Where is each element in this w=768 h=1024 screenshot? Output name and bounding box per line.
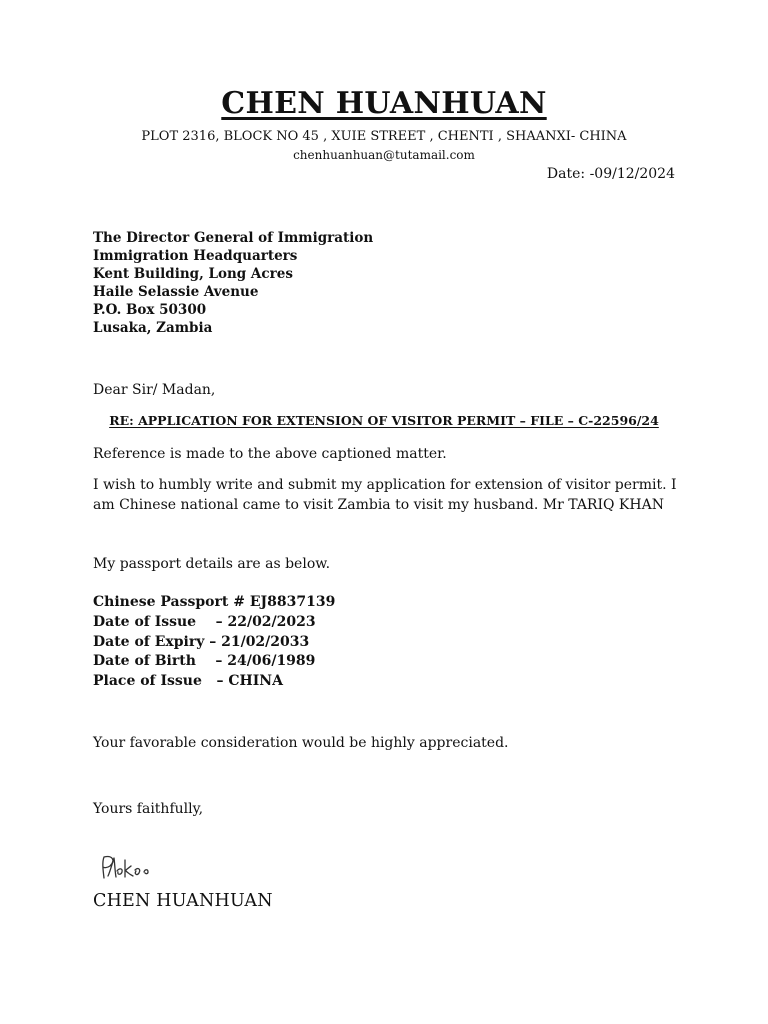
salutation: Dear Sir/ Madan, (93, 382, 216, 398)
recipient-line: Immigration Headquarters (93, 248, 298, 264)
subject-line: RE: APPLICATION FOR EXTENSION OF VISITOR PERMIT – FILE – C-22596/24 (109, 413, 659, 428)
sender-name-heading: CHEN HUANHUAN (221, 86, 547, 121)
passport-row-issue-date (93, 613, 335, 633)
passport-details-block (93, 593, 335, 692)
consideration-paragraph: Your favorable consideration would be highly appreciated. (93, 735, 509, 751)
handwritten-signature (98, 852, 158, 884)
passport-row-label: Place of Issue (93, 673, 217, 689)
closing-line: Yours faithfully, (93, 801, 204, 817)
passport-row-label: Date of Expiry (93, 633, 210, 650)
passport-row-value: – CHINA (216, 673, 283, 689)
recipient-line: P.O. Box 50300 (93, 302, 207, 318)
request-paragraph: I wish to humbly write and submit my application for extension of visitor permit. I am Chinese national came to visit Zambia to visit my husband. Mr TARIQ KHAN (93, 477, 677, 513)
passport-number: Chinese Passport # EJ8837139 (93, 594, 336, 610)
sender-address: PLOT 2316, BLOCK NO 45 , XUIE STREET , CHENTI , SHAANXI- CHINA (141, 129, 627, 144)
recipient-line: Haile Selassie Avenue (93, 284, 259, 300)
recipient-line: Lusaka, Zambia (93, 320, 213, 336)
passport-intro-paragraph: My passport details are as below. (93, 556, 331, 572)
passport-row-value: – 21/02/2033 (209, 633, 310, 650)
letter-date: Date: -09/12/2024 (546, 166, 675, 182)
passport-row-label: Date of Birth (93, 653, 216, 670)
signatory-name: CHEN HUANHUAN (93, 891, 273, 911)
passport-row-value: – 22/02/2023 (215, 613, 316, 630)
recipient-line: Kent Building, Long Acres (93, 266, 293, 282)
reference-paragraph: Reference is made to the above captioned matter. (93, 446, 447, 462)
sender-email: chenhuanhuan@tutamail.com (293, 148, 475, 162)
passport-row-expiry-date (93, 633, 335, 653)
recipient-address-block (93, 229, 373, 337)
recipient-line: The Director General of Immigration (93, 230, 374, 246)
passport-row-value: – 24/06/1989 (215, 653, 316, 670)
passport-row-label: Date of Issue (93, 613, 216, 630)
passport-row-birth-date (93, 652, 335, 672)
passport-row-place-of-issue (93, 672, 335, 692)
